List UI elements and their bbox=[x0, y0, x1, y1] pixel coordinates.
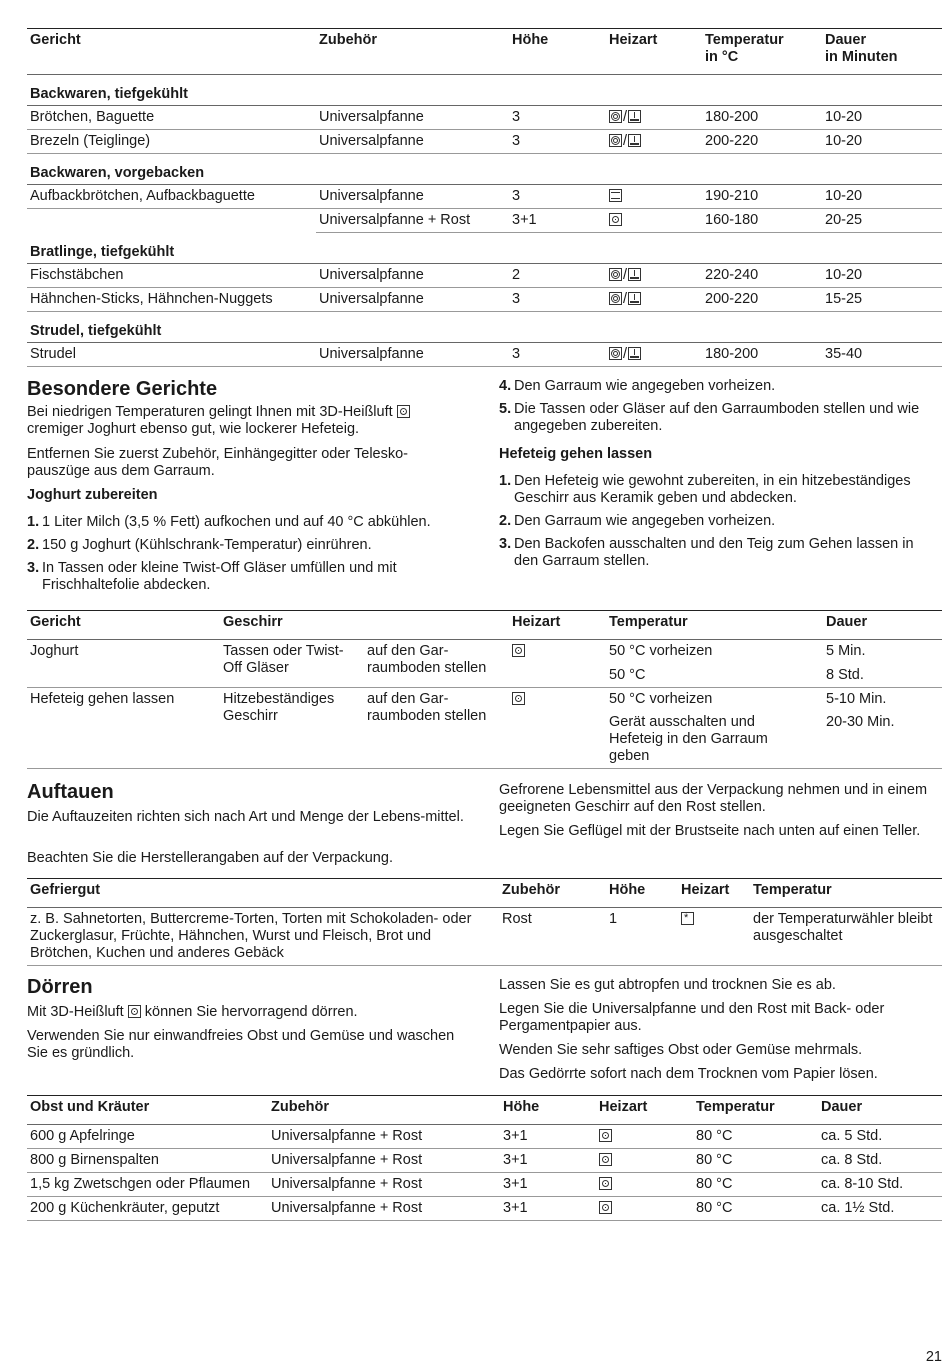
cell-dishware: Tassen oder Twist-Off Gläser bbox=[220, 640, 364, 688]
pizza-setting-icon bbox=[628, 292, 641, 305]
table-row bbox=[27, 264, 942, 288]
cell-temperature: 180-200 bbox=[702, 343, 822, 367]
cell-heating bbox=[596, 1125, 693, 1149]
cell-placement: auf den Gar-raumboden stellen bbox=[364, 688, 509, 769]
page-number: 21 bbox=[925, 1349, 942, 1365]
yogurt-subheading: Joghurt zubereiten bbox=[27, 487, 158, 503]
cell-accessory: Universalpfanne bbox=[316, 264, 509, 288]
group-row bbox=[27, 233, 942, 264]
cell-temperature: 200-220 bbox=[702, 288, 822, 312]
col-header-item: Obst und Kräuter bbox=[27, 1096, 268, 1125]
list-item: 2. 150 g Joghurt (Kühlschrank-Temperatur) einrühren. bbox=[27, 537, 372, 553]
hot-air-icon bbox=[609, 347, 622, 360]
3d-hot-air-icon bbox=[397, 405, 410, 418]
cell-item: 600 g Apfelringe bbox=[27, 1125, 268, 1149]
cell-level: 3 bbox=[509, 185, 606, 209]
cell-accessory: Universalpfanne bbox=[316, 343, 509, 367]
cell-temperature: 80 °C bbox=[693, 1125, 818, 1149]
cell-heating: / bbox=[606, 343, 702, 367]
col-header-dish: Gericht bbox=[27, 29, 316, 75]
cell-heating bbox=[596, 1149, 693, 1173]
cell-duration: 10-20 bbox=[822, 185, 942, 209]
cell-duration: ca. 8-10 Std. bbox=[818, 1173, 942, 1197]
cell-accessory: Universalpfanne bbox=[316, 288, 509, 312]
cell-dish bbox=[27, 209, 316, 233]
cell-duration: 20-30 Min. bbox=[826, 714, 895, 730]
cell-level: 3+1 bbox=[500, 1173, 596, 1197]
pizza-setting-icon bbox=[628, 110, 641, 123]
col-header-frozen-food: Gefriergut bbox=[27, 879, 499, 908]
special-dishes-table bbox=[27, 610, 942, 769]
cell-duration: 5 Min. bbox=[826, 643, 866, 659]
cell-level: 3+1 bbox=[509, 209, 606, 233]
group-title: Strudel, tiefgekühlt bbox=[27, 312, 942, 343]
table-header-row bbox=[27, 1096, 942, 1125]
group-title: Backwaren, tiefgekühlt bbox=[27, 75, 942, 106]
special-intro-text-2: Entfernen Sie zuerst Zubehör, Einhängegitter oder Telesko-pauszüge aus dem Garraum. bbox=[27, 446, 408, 479]
table-row bbox=[27, 640, 942, 688]
table-row bbox=[27, 1149, 942, 1173]
drying-text-3: Lassen Sie es gut abtropfen und trocknen Sie es ab. bbox=[499, 977, 836, 993]
cell-temperature: 80 °C bbox=[693, 1149, 818, 1173]
3d-hot-air-icon bbox=[599, 1153, 612, 1166]
cell-dishware: Hitzebeständiges Geschirr bbox=[220, 688, 364, 769]
table-header-row bbox=[27, 611, 942, 640]
list-item: 5. Die Tassen oder Gläser auf den Garraumboden stellen und wie angegeben zubereiten. bbox=[499, 401, 920, 434]
cell-duration: 10-20 bbox=[822, 106, 942, 130]
cell-dish: Strudel bbox=[27, 343, 316, 367]
defrost-icon bbox=[681, 912, 694, 925]
cell-dish: Hähnchen-Sticks, Hähnchen-Nuggets bbox=[27, 288, 316, 312]
table-row bbox=[27, 1173, 942, 1197]
cell-temperature: 80 °C bbox=[693, 1197, 818, 1221]
group-title: Bratlinge, tiefgekühlt bbox=[27, 233, 942, 264]
table-row bbox=[27, 288, 942, 312]
col-header-accessory: Zubehör bbox=[268, 1096, 500, 1125]
cell-duration: 10-20 bbox=[822, 264, 942, 288]
cell-level: 3 bbox=[509, 130, 606, 154]
defrost-table bbox=[27, 878, 942, 966]
col-header-duration: Dauer in Minuten bbox=[822, 29, 942, 75]
cell-level: 3+1 bbox=[500, 1149, 596, 1173]
pizza-setting-icon bbox=[628, 347, 641, 360]
cell-heating bbox=[606, 209, 702, 233]
dough-subheading: Hefeteig gehen lassen bbox=[499, 446, 653, 462]
cell-accessory: Universalpfanne + Rost bbox=[268, 1197, 500, 1221]
drying-text-4: Legen Sie die Universalpfanne und den Rost mit Back- oder Pergamentpapier aus. bbox=[499, 1001, 885, 1034]
cell-level: 3 bbox=[509, 288, 606, 312]
drying-text-6: Das Gedörrte sofort nach dem Trocknen vom Papier lösen. bbox=[499, 1066, 878, 1082]
yogurt-steps-list-cont bbox=[499, 378, 939, 441]
section-title-special-dishes: Besondere Gerichte bbox=[27, 378, 218, 400]
cell-accessory: Universalpfanne + Rost bbox=[316, 209, 509, 233]
cell-accessory: Universalpfanne + Rost bbox=[268, 1149, 500, 1173]
cell-temperature: 220-240 bbox=[702, 264, 822, 288]
section-title-drying: Dörren bbox=[27, 976, 93, 998]
cell-duration: 15-25 bbox=[822, 288, 942, 312]
group-row bbox=[27, 312, 942, 343]
yogurt-steps-list bbox=[27, 514, 477, 600]
cell-dish: Fischstäbchen bbox=[27, 264, 316, 288]
cell-heating: / bbox=[606, 264, 702, 288]
3d-hot-air-icon bbox=[609, 213, 622, 226]
table-row bbox=[27, 209, 942, 233]
cell-item: 800 g Birnenspalten bbox=[27, 1149, 268, 1173]
col-header-heating: Heizart bbox=[509, 611, 606, 640]
table-row bbox=[27, 106, 942, 130]
cell-accessory: Rost bbox=[499, 908, 606, 966]
cell-temperature: 50 °C vorheizen bbox=[609, 643, 713, 659]
cell-heating: / bbox=[606, 288, 702, 312]
cell-level: 3+1 bbox=[500, 1125, 596, 1149]
hot-air-icon bbox=[609, 110, 622, 123]
dough-steps-list bbox=[499, 473, 939, 576]
col-header-temperature: Temperatur bbox=[606, 611, 823, 640]
cell-temperature: 80 °C bbox=[693, 1173, 818, 1197]
cell-temperature: 50 °C bbox=[609, 667, 646, 683]
pizza-setting-icon bbox=[628, 134, 641, 147]
3d-hot-air-icon bbox=[128, 1005, 141, 1018]
drying-text-2: Verwenden Sie nur einwandfreies Obst und Gemüse und waschen Sie es gründlich. bbox=[27, 1028, 455, 1061]
cell-duration: ca. 1½ Std. bbox=[818, 1197, 942, 1221]
col-header-duration: Dauer bbox=[818, 1096, 942, 1125]
defrost-text-2: Beachten Sie die Herstellerangaben auf der Verpackung. bbox=[27, 850, 393, 866]
cell-temperature: Gerät ausschalten und Hefeteig in den Garraum geben bbox=[609, 714, 768, 764]
table-row bbox=[27, 1197, 942, 1221]
pizza-setting-icon bbox=[628, 268, 641, 281]
col-header-temperature: Temperatur bbox=[693, 1096, 818, 1125]
cell-item: 200 g Küchenkräuter, geputzt bbox=[27, 1197, 268, 1221]
defrost-text-4: Legen Sie Geflügel mit der Brustseite nach unten auf einen Teller. bbox=[499, 823, 921, 839]
section-title-defrosting: Auftauen bbox=[27, 781, 114, 803]
col-header-level: Höhe bbox=[500, 1096, 596, 1125]
group-row bbox=[27, 75, 942, 106]
cell-heating: / bbox=[606, 130, 702, 154]
cell-dish: Brötchen, Baguette bbox=[27, 106, 316, 130]
cell-accessory: Universalpfanne bbox=[316, 106, 509, 130]
cell-temperature: 190-210 bbox=[702, 185, 822, 209]
col-header-dish: Gericht bbox=[27, 611, 220, 640]
cell-item: 1,5 kg Zwetschgen oder Pflaumen bbox=[27, 1173, 268, 1197]
cell-level: 3+1 bbox=[500, 1197, 596, 1221]
defrost-text-1: Die Auftauzeiten richten sich nach Art und Menge der Lebens-mittel. bbox=[27, 809, 464, 825]
cell-duration: 8 Std. bbox=[826, 667, 864, 683]
cell-duration: 20-25 bbox=[822, 209, 942, 233]
table-row bbox=[27, 908, 942, 966]
col-header-accessory: Zubehör bbox=[499, 879, 606, 908]
cell-duration: 35-40 bbox=[822, 343, 942, 367]
table-header-row bbox=[27, 879, 942, 908]
cell-accessory: Universalpfanne bbox=[316, 185, 509, 209]
col-header-accessory: Zubehör bbox=[316, 29, 509, 75]
group-title: Backwaren, vorgebacken bbox=[27, 154, 942, 185]
cell-temperature: 180-200 bbox=[702, 106, 822, 130]
list-item: 3. In Tassen oder kleine Twist-Off Gläser umfüllen und mit Frischhaltefolie abdecken. bbox=[27, 560, 397, 593]
cell-duration: 10-20 bbox=[822, 130, 942, 154]
col-header-heating: Heizart bbox=[596, 1096, 693, 1125]
col-header-level: Höhe bbox=[509, 29, 606, 75]
cell-placement: auf den Gar-raumboden stellen bbox=[364, 640, 509, 688]
baking-table bbox=[27, 28, 942, 367]
cell-dish: Aufbackbrötchen, Aufbackbaguette bbox=[27, 185, 316, 209]
cell-level: 3 bbox=[509, 106, 606, 130]
3d-hot-air-icon bbox=[599, 1177, 612, 1190]
cell-heating bbox=[596, 1173, 693, 1197]
table-row bbox=[27, 130, 942, 154]
cell-duration: ca. 8 Std. bbox=[818, 1149, 942, 1173]
cell-heating: / bbox=[606, 106, 702, 130]
3d-hot-air-icon bbox=[512, 644, 525, 657]
3d-hot-air-icon bbox=[512, 692, 525, 705]
col-header-dishware: Geschirr bbox=[220, 611, 509, 640]
cell-duration: 5-10 Min. bbox=[826, 691, 887, 707]
col-header-heating: Heizart bbox=[606, 29, 702, 75]
list-item: 2. Den Garraum wie angegeben vorheizen. bbox=[499, 513, 776, 529]
drying-text-5: Wenden Sie sehr saftiges Obst oder Gemüse mehrmals. bbox=[499, 1042, 863, 1058]
cell-temperature: der Temperaturwähler bleibt ausgeschaltet bbox=[750, 908, 942, 966]
cell-accessory: Universalpfanne + Rost bbox=[268, 1125, 500, 1149]
cell-dish: Brezeln (Teiglinge) bbox=[27, 130, 316, 154]
3d-hot-air-icon bbox=[599, 1129, 612, 1142]
table-header-row bbox=[27, 29, 942, 75]
cell-dish: Hefeteig gehen lassen bbox=[27, 688, 220, 769]
table-row bbox=[27, 1125, 942, 1149]
drying-table bbox=[27, 1095, 942, 1221]
cell-level: 3 bbox=[509, 343, 606, 367]
table-row bbox=[27, 343, 942, 367]
col-header-temperature: Temperatur bbox=[750, 879, 942, 908]
list-item: 1. Den Hefeteig wie gewohnt zubereiten, in ein hitzebeständiges Geschirr aus Keramik geben und abdecken. bbox=[499, 473, 911, 506]
col-header-duration: Dauer bbox=[823, 611, 942, 640]
cell-duration: ca. 5 Std. bbox=[818, 1125, 942, 1149]
col-header-heating: Heizart bbox=[678, 879, 750, 908]
col-header-level: Höhe bbox=[606, 879, 678, 908]
defrost-text-3: Gefrorene Lebensmittel aus der Verpackung nehmen und in einem geeigneten Geschirr auf den Rost stellen. bbox=[499, 782, 928, 815]
drying-text-1: Mit 3D-Heißluft können Sie hervorragend dörren. bbox=[27, 1004, 358, 1020]
list-item: 1. 1 Liter Milch (3,5 % Fett) aufkochen und auf 40 °C abkühlen. bbox=[27, 514, 431, 530]
cell-temperature: 50 °C vorheizen bbox=[609, 691, 713, 707]
cell-temperature: 200-220 bbox=[702, 130, 822, 154]
col-header-temperature: Temperatur in °C bbox=[702, 29, 822, 75]
table-row bbox=[27, 185, 942, 209]
list-item: 4. Den Garraum wie angegeben vorheizen. bbox=[499, 378, 776, 394]
cell-heating bbox=[606, 185, 702, 209]
cell-temperature: 160-180 bbox=[702, 209, 822, 233]
cell-heating bbox=[596, 1197, 693, 1221]
cell-accessory: Universalpfanne bbox=[316, 130, 509, 154]
list-item: 3. Den Backofen ausschalten und den Teig zum Gehen lassen in den Garraum stellen. bbox=[499, 536, 914, 569]
cell-accessory: Universalpfanne + Rost bbox=[268, 1173, 500, 1197]
hot-air-icon bbox=[609, 134, 622, 147]
special-intro-text: Bei niedrigen Temperaturen gelingt Ihnen mit 3D-Heißluft cremiger Joghurt ebenso gut, wie lockerer Hefeteig. bbox=[27, 404, 477, 438]
top-bottom-heat-icon bbox=[609, 189, 622, 202]
group-row bbox=[27, 154, 942, 185]
3d-hot-air-icon bbox=[599, 1201, 612, 1214]
cell-level: 2 bbox=[509, 264, 606, 288]
hot-air-icon bbox=[609, 268, 622, 281]
cell-frozen-food: z. B. Sahnetorten, Buttercreme-Torten, Torten mit Schokoladen- oder Zuckerglasur, Früchte, Hähnchen, Wurst und Fleisch, Brot und Brötchen, Kuchen und anderes Gebäck bbox=[27, 908, 499, 966]
table-row bbox=[27, 688, 942, 769]
cell-level: 1 bbox=[606, 908, 678, 966]
cell-dish: Joghurt bbox=[27, 640, 220, 688]
hot-air-icon bbox=[609, 292, 622, 305]
